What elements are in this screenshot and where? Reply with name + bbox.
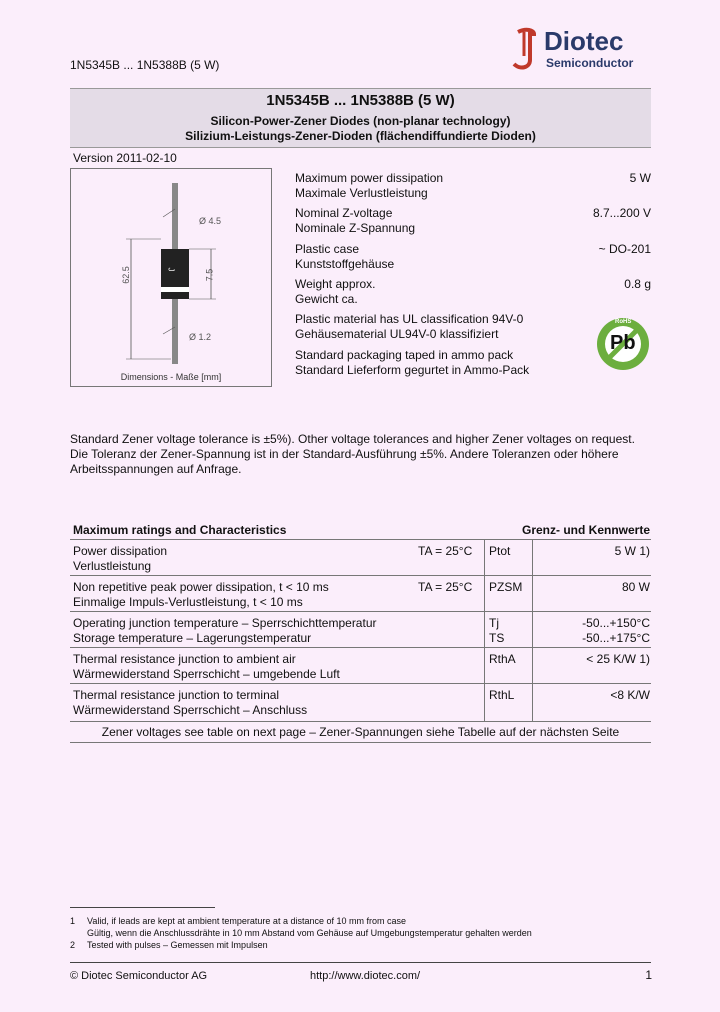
spec-label-en: Plastic case [295, 242, 360, 256]
material-note [295, 312, 595, 342]
title-box [70, 88, 651, 148]
ratings-header-en: Maximum ratings and Characteristics [73, 523, 287, 537]
material-en: Plastic material has UL classification 94V-0 [295, 312, 524, 326]
packaging-en: Standard packaging taped in ammo pack [295, 348, 514, 362]
table-row [73, 544, 167, 574]
spec-value: 8.7...200 V [592, 206, 651, 220]
packaging-de: Standard Lieferform gegurtet in Ammo-Pack [295, 363, 530, 377]
table-row [73, 580, 329, 610]
spec-value: ~ DO-201 [598, 242, 651, 256]
footnote-2-text: Tested with pulses – Gemessen mit Impulsen [87, 940, 268, 950]
rating-label-en: Non repetitive peak power dissipation, t < 10 ms [73, 580, 329, 594]
diode-outline-icon [71, 169, 271, 386]
rating-value: -50...+150°C [582, 616, 650, 630]
material-de: Gehäusematerial UL94V-0 klassifiziert [295, 327, 499, 341]
spec-item [295, 277, 651, 307]
footnote-1-de: Gültig, wenn die Anschlussdrähte in 10 mm Abstand vom Gehäuse auf Umgebungstemperatur gehalten werden [87, 928, 532, 938]
spec-item [295, 206, 651, 236]
footnote-1-en: Valid, if leads are kept at ambient temperature at a distance of 10 mm from case [87, 916, 406, 926]
rating-value: 80 W [621, 580, 650, 594]
diotec-logo-icon [508, 26, 544, 72]
brand-subtitle: Semiconductor [546, 56, 634, 70]
rohs-badge [596, 317, 650, 371]
spec-item [295, 171, 651, 201]
rating-label-en: Operating junction temperature – Sperrschichttemperatur [73, 616, 377, 630]
title-de: Silizium-Leistungs-Zener-Dioden (flächendiffundierte Dioden) [185, 129, 536, 143]
title-en: Silicon-Power-Zener Diodes (non-planar technology) [210, 114, 511, 128]
page-number: 1 [645, 968, 652, 982]
spec-label-de: Maximale Verlustleistung [295, 186, 428, 200]
ratings-note: Zener voltages see table on next page – Zener-Spannungen siehe Tabelle auf der nächsten Seite [101, 725, 620, 739]
footnote-1-number: 1 [70, 916, 76, 926]
rating-label-en: Thermal resistance junction to ambient air [73, 652, 296, 666]
rating-symbol: TS [489, 631, 505, 645]
rating-label-de: Wärmewiderstand Sperrschicht – Anschluss [73, 703, 308, 717]
rating-label-de: Wärmewiderstand Sperrschicht – umgebende Luft [73, 667, 340, 681]
rating-value: -50...+175°C [582, 631, 650, 645]
table-row [73, 652, 340, 682]
spec-label-en: Nominal Z-voltage [295, 206, 393, 220]
ratings-header-de: Grenz- und Kennwerte [521, 523, 650, 537]
rating-symbol: RthL [489, 688, 515, 702]
rating-condition: TA = 25°C [418, 580, 473, 594]
body-logo-mark: J [166, 267, 176, 272]
header-part-range: 1N5345B ... 1N5388B (5 W) [70, 58, 220, 72]
rating-condition: TA = 25°C [418, 544, 473, 558]
rating-symbol: PZSM [489, 580, 523, 594]
tolerance-en: Standard Zener voltage tolerance is ±5%). Other voltage tolerances and higher Zener voltages on request. [70, 432, 635, 446]
spec-label-de: Kunststoffgehäuse [295, 257, 395, 271]
brand-name: Diotec [544, 26, 624, 56]
tolerance-text [70, 432, 660, 477]
rating-label-de: Verlustleistung [73, 559, 152, 573]
rating-value: <8 K/W [610, 688, 650, 702]
spec-label-de: Gewicht ca. [295, 292, 358, 306]
dimension-drawing [70, 168, 272, 387]
dim-lead-diameter: Ø 1.2 [189, 332, 212, 342]
dim-body-diameter: Ø 4.5 [199, 216, 222, 226]
table-row [73, 616, 377, 646]
table-row [73, 688, 307, 718]
spec-value: 0.8 g [624, 277, 651, 291]
rating-label-de: Einmalige Impuls-Verlustleistung, t < 10 ms [73, 595, 303, 609]
rohs-ring-label: RoHS [615, 319, 632, 325]
rating-value: 5 W 1) [614, 544, 650, 558]
rating-symbol: Tj [489, 616, 499, 630]
version: Version 2011-02-10 [73, 151, 177, 165]
spec-label-en: Maximum power dissipation [295, 171, 444, 185]
brand-logo [508, 26, 658, 74]
footer-url[interactable]: http://www.diotec.com/ [310, 970, 421, 982]
spec-value: 5 W [629, 171, 651, 185]
rating-symbol: RthA [489, 652, 516, 666]
rating-label-en: Thermal resistance junction to terminal [73, 688, 280, 702]
spec-item [295, 242, 651, 272]
dim-length: 62.5 [120, 266, 131, 284]
footer-copyright: © Diotec Semiconductor AG [70, 970, 208, 982]
rating-label-de: Storage temperature – Lagerungstemperatur [73, 631, 312, 645]
drawing-caption: Dimensions - Maße [mm] [120, 372, 222, 382]
tolerance-de-1: Die Toleranz der Zener-Spannung ist in der Standard-Ausführung ±5%. Andere Toleranzen oder höhere [70, 447, 619, 461]
page-title: 1N5345B ... 1N5388B (5 W) [266, 92, 455, 109]
packaging-note [295, 348, 595, 378]
rating-value: < 25 K/W 1) [586, 652, 650, 666]
pb-label: Pb [610, 332, 636, 354]
footnote-2-number: 2 [70, 940, 76, 950]
rating-symbol: Ptot [489, 544, 511, 558]
spec-label-de: Nominale Z-Spannung [295, 221, 416, 235]
spec-label-en: Weight approx. [295, 277, 376, 291]
dim-body-length: 7.5 [204, 268, 215, 282]
tolerance-de-2: Arbeitsspannungen auf Anfrage. [70, 462, 242, 476]
rating-label-en: Power dissipation [73, 544, 168, 558]
